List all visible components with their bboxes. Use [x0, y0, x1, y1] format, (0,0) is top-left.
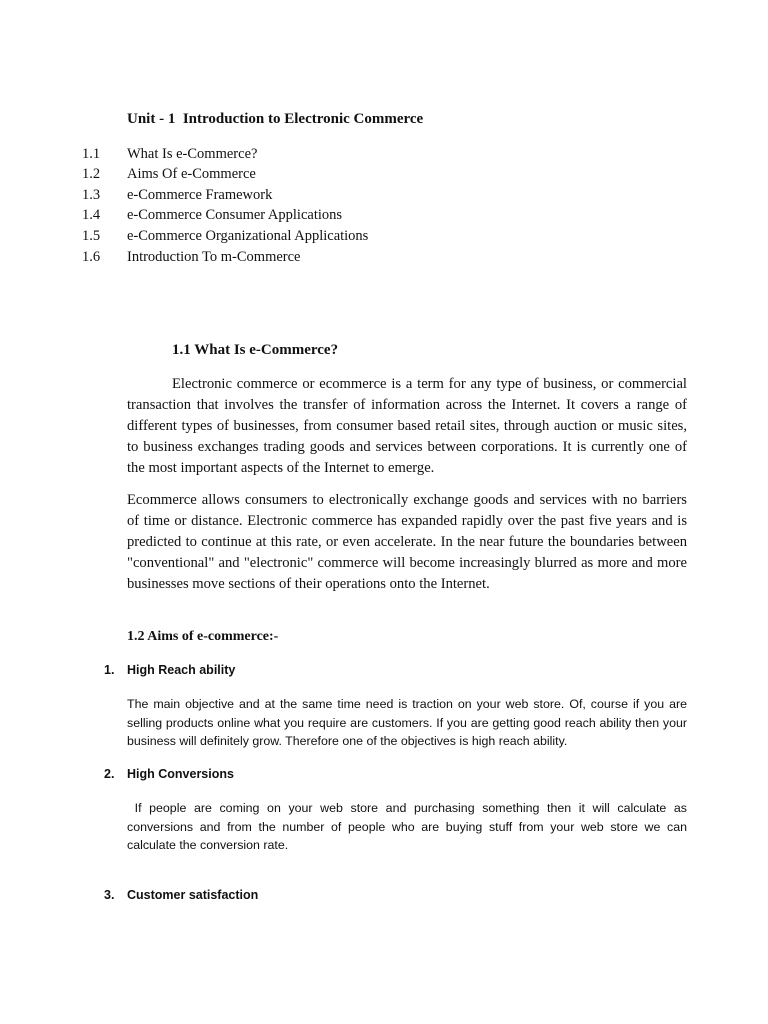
- list-number: 3.: [104, 888, 115, 902]
- toc-number: 1.4: [82, 207, 101, 223]
- toc-number: 1.3: [82, 187, 101, 203]
- unit-title: Unit - 1 Introduction to Electronic Commerce: [127, 111, 424, 127]
- list-item-title: High Conversions: [127, 767, 234, 781]
- toc-label: e-Commerce Organizational Applications: [127, 228, 369, 244]
- toc-label: e-Commerce Framework: [127, 187, 273, 203]
- body-paragraph: Electronic commerce or ecommerce is a term for any type of business, or commercial transaction that involves the transfer of information across the Internet. It covers a range of different types of businesses, from consumer based retail sites, through auction or music sites, to business exchanges trading goods and services between corporations. It is currently one of the most important aspects of the Internet to emerge.: [127, 376, 687, 476]
- toc-number: 1.5: [82, 228, 101, 244]
- toc-label: Introduction To m-Commerce: [127, 249, 301, 265]
- list-item-title: Customer satisfaction: [127, 888, 259, 902]
- list-item-description: If people are coming on your web store and purchasing something then it will calculate as conversions and from the number of people who are buying stuff from your web store we can calculate the conversion rate.: [127, 801, 691, 852]
- toc-number: 1.2: [82, 166, 101, 182]
- list-item-title: High Reach ability: [127, 663, 236, 677]
- body-paragraph: Ecommerce allows consumers to electronically exchange goods and services with no barriers of time or distance. Electronic commerce has expanded rapidly over the past five years and is predicted to continue at this rate, or even accelerate. In the near future the boundaries between "conventional" and "electronic" commerce will become increasingly blurred as more and more businesses move sections of their operations onto the Internet.: [127, 492, 687, 592]
- toc-number: 1.6: [82, 249, 101, 265]
- section-heading: 1.2 Aims of e-commerce:-: [127, 629, 279, 644]
- toc-label: Aims Of e-Commerce: [127, 166, 256, 182]
- list-number: 1.: [104, 663, 115, 677]
- toc-label: e-Commerce Consumer Applications: [127, 207, 343, 223]
- toc-number: 1.1: [82, 146, 101, 162]
- list-number: 2.: [104, 767, 115, 781]
- list-item-description: The main objective and at the same time need is traction on your web store. Of, course if you are selling products online what you require are customers. If you are getting good reach ability then your business will definitely grow. Therefore one of the objectives is high reach ability.: [127, 697, 687, 748]
- section-heading: 1.1 What Is e-Commerce?: [172, 342, 339, 358]
- toc-label: What Is e-Commerce?: [127, 146, 258, 162]
